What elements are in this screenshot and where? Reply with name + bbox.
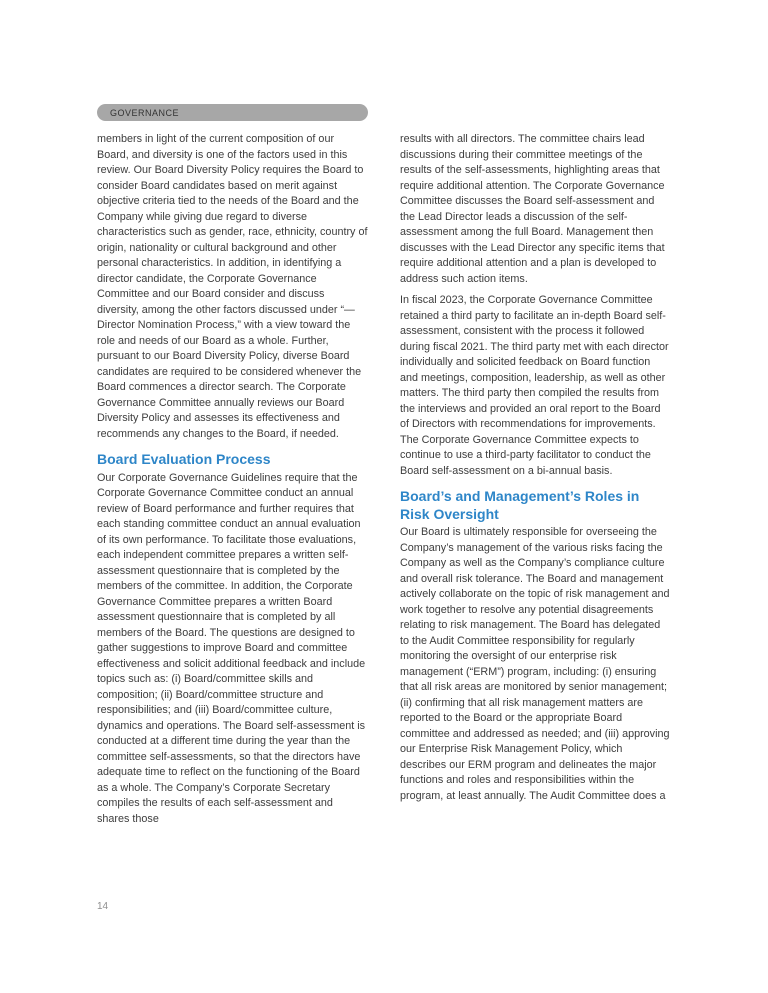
heading-board-evaluation-process: Board Evaluation Process <box>97 451 271 467</box>
governance-section-badge <box>97 104 368 121</box>
left-column <box>97 132 368 833</box>
heading-risk-oversight: Board’s and Management’s Roles in Risk Oversight <box>400 488 640 522</box>
two-column-text-layout <box>97 132 671 833</box>
paragraph-risk-oversight: Our Board is ultimately responsible for overseeing the Company’s management of the various risks facing the Company as well as the Company’s compliance culture and overall risk tolerance. The Board and management actively collaborate on the topic of risk management and work together to resolve any potential disagreements relating to risk management. The Board has delegated to the Audit Committee responsibility for regularly monitoring the oversight of our enterprise risk management (“ERM”) program, including: (i) ensuring that all risk areas are monitored by senior management; (ii) confirming that all risk management matters are reported to the Board or the appropriate Board committee and addressed as needed; and (iii) approving our Enterprise Risk Management Policy, which describes our ERM program and delineates the major functions and roles and responsibilities within the program, at least annually. The Audit Committee does a <box>400 526 670 802</box>
paragraph-fiscal-2023-third-party: In fiscal 2023, the Corporate Governance Committee retained a third party to facilitate an in-depth Board self-assessment, consistent with the process it followed during fiscal 2021. The third party met with each director individually and solicited feedback on Board function and meetings, composition, leadership, as well as other matters. The third party then compiled the results from the interviews and provided an oral report to the Board of Directors with recommendations for improvements. The Corporate Governance Committee expects to continue to use a third-party facilitator to conduct the Board self-assessment on a bi-annual basis. <box>400 294 669 477</box>
paragraph-board-diversity: members in light of the current composition of our Board, and diversity is one of the factors used in this review. Our Board Diversity Policy requires the Board to consider Board candidates based on merit against objective criteria tied to the needs of the Board and the Company while giving due regard to diverse characteristics such as gender, race, ethnicity, country of origin, nationality or cultural background and other personal characteristics. In addition, in identifying a director candidate, the Corporate Governance Committee and our Board consider and discuss diversity, among the other factors discussed under “— Director Nomination Process,” with a view toward the role and needs of our Board as a whole. Further, pursuant to our Board Diversity Policy, diverse Board candidates are required to be considered whenever the Board commences a director search. The Corporate Governance Committee annually reviews our Board Diversity Policy and assesses its effectiveness and recommends any changes to the Board, if needed. <box>97 133 368 440</box>
governance-badge-label: GOVERNANCE <box>110 107 180 118</box>
paragraph-board-evaluation: Our Corporate Governance Guidelines require that the Corporate Governance Committee conduct an annual review of Board performance and further requires that each standing committee conduct an annual evaluation of its own performance. To facilitate those evaluations, each independent committee prepares a written self-assessment questionnaire that is completed by the members of the committee. In addition, the Corporate Governance Committee prepares a written Board assessment questionnaire that is completed by all members of the Board. The questions are designed to gather suggestions to improve Board and committee effectiveness and solicit additional feedback and include topics such as: (i) Board/committee skills and composition; (ii) Board/committee structure and responsibilities; and (iii) Board/committee culture, dynamics and operations. The Board self-assessment is conducted at a different time during the year than the committee self-assessments, so that the directors have adequate time to reflect on the functioning of the Board as a whole. The Company’s Corporate Secretary compiles the results of each self-assessment and shares those <box>97 471 366 825</box>
right-column <box>400 132 671 833</box>
page-number: 14 <box>97 901 109 912</box>
paragraph-self-assessment-results: results with all directors. The committee chairs lead discussions during their committee meetings of the results of the self-assessments, highlighting areas that require additional attention. The Corporate Governance Committee discusses the Board self-assessment and the Lead Director leads a discussion of the self-assessment among the full Board. Management then discusses with the Lead Director any specific items that require additional attention and a plan is developed to address such action items. <box>400 133 665 285</box>
